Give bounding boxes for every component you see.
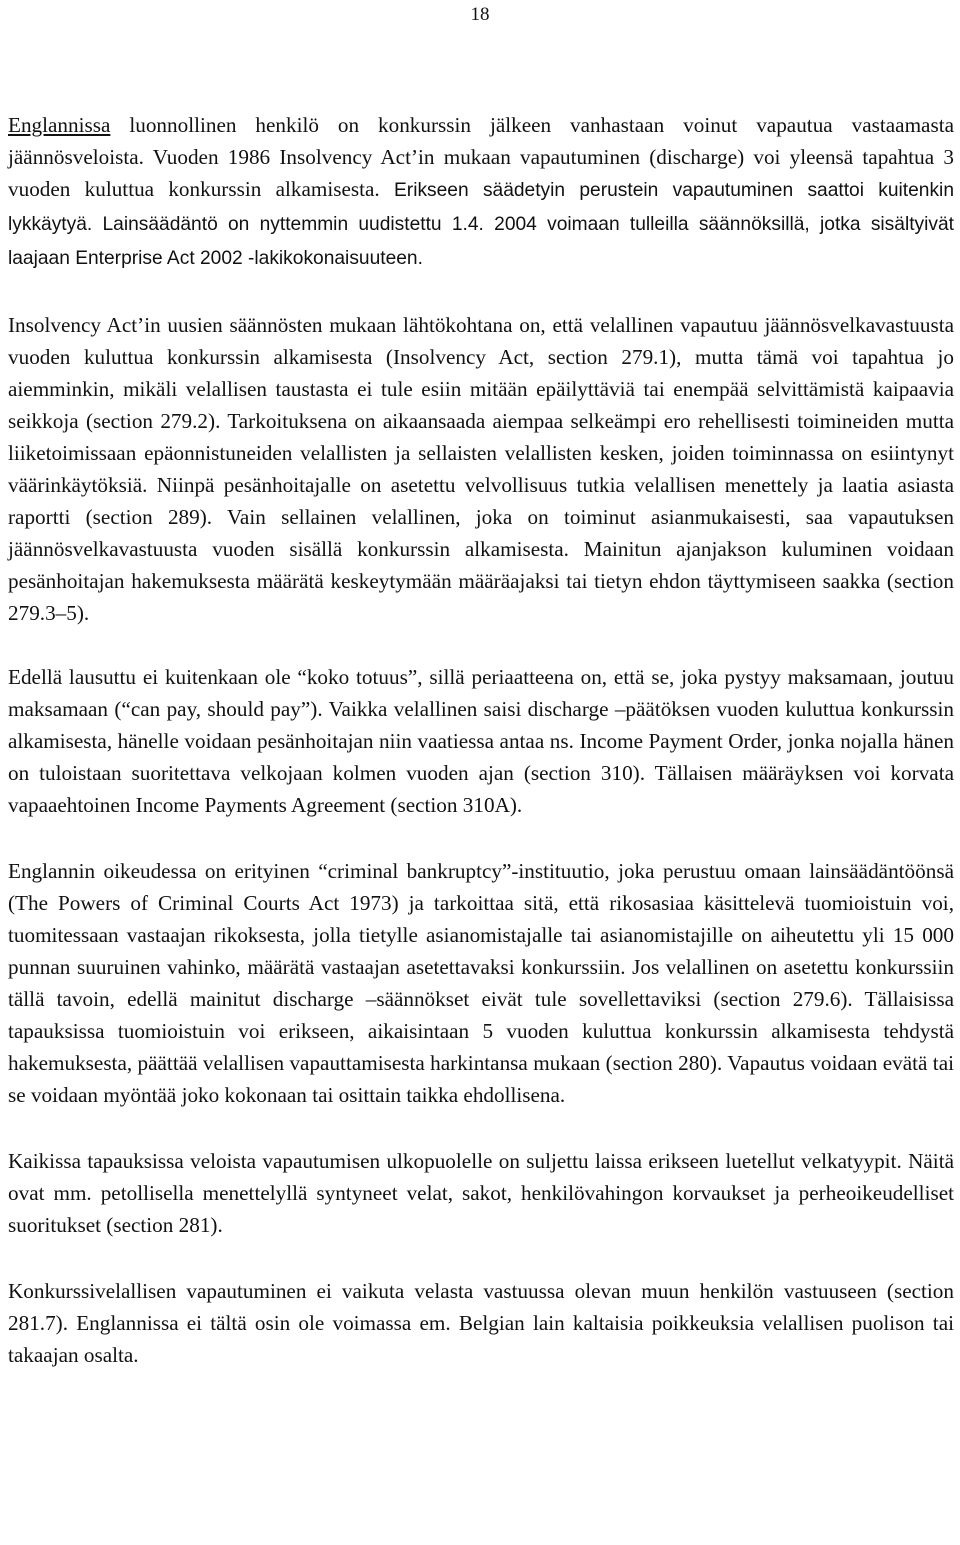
paragraph-insolvency-act: Insolvency Act’in uusien säännösten mukaan lähtökohtana on, että velallinen vapautuu jäännösvelkavastuusta vuoden kuluttua konkurssin alkamisesta (Insolvency Act, section 279.1), mutta tämä voi tapahtua jo aiemminkin, mikäli velallisen taustasta ei tule esiin mitään epäilyttäviä tai enempää selvittämistä kaipaavia seikkoja (section 279.2). Tarkoituksena on aikaansaada aiempaa selkeämpi ero rehellisesti toimineiden mutta liiketoimissaan epäonnistuneiden velallisten ja sellaisten velallisten kesken, joiden toiminnassa on esiintynyt väärinkäytöksiä. Niinpä pesänhoitajalle on asetettu velvollisuus tutkia velallisen menettely ja laatia asiasta raportti (section 289). Vain sellainen velallinen, joka on toiminut asianmukaisesti, saa vapautuksen jäännösvelkavastuusta vuoden sisällä konkurssin alkamisesta. Mainitun ajanjakson kuluminen voidaan pesänhoitajan hakemuksesta määrätä keskeytymään määräajaksi tai tietyn ehdon täyttymiseen saakka (section 279.3–5). [8, 313, 954, 625]
paragraph-third-party-liability: Konkurssivelallisen vapautuminen ei vaikuta velasta vastuussa olevan muun henkilön vastuuseen (section 281.7). Englannissa ei tältä osin ole voimassa em. Belgian lain kaltaisia poikkeuksia velallisen puolison tai takaajan osalta. [8, 1279, 954, 1367]
page-number: 18 [470, 4, 490, 25]
underlined-word: Englannissa [8, 113, 111, 137]
paragraph-spacer [8, 1241, 954, 1275]
page-body [8, 109, 954, 1371]
paragraph-spacer [8, 629, 954, 661]
paragraph-text-sans: Erikseen säädetyin perustein vapautuminen saattoi kuitenkin lykkäytyä. Lainsäädäntö on nyttemmin uudistettu 1.4. 2004 voimaan tulleilla säännöksillä, jotka sisältyivät laajaan Enterprise Act 2002 -lakikokonaisuuteen. [8, 180, 954, 269]
paragraph-criminal-bankruptcy: Englannin oikeudessa on erityinen “criminal bankruptcy”-instituutio, joka perustuu omaan lainsäädäntöönsä (The Powers of Criminal Courts Act 1973) ja tarkoittaa sitä, että rikosasiaa käsittelevä tuomioistuin voi, tuomitessaan vastaajan rikoksesta, jolla tietylle asianomistajalle tai asianomistajille on aiheutettu yli 15 000 punnan suuruinen vahinko, määrätä vastaajan asetettavaksi konkurssiin. Jos velallinen on asetettu konkurssiin tällä tavoin, edellä mainitut discharge –säännökset eivät tule sovellettaviksi (section 279.6). Tällaisissa tapauksissa tuomioistuin voi erikseen, aikaisintaan 5 vuoden kuluttua konkurssin alkamisesta tehdystä hakemuksesta, päättää velallisen vapauttamisesta harkintansa mukaan (section 280). Vapautus voidaan evätä tai se voidaan myöntää joko kokonaan tai osittain taikka ehdollisena. [8, 859, 954, 1107]
paragraph-text: luonnollinen henkilö on konkurssin jälkeen vanhastaan voinut vapautua vastaamasta jäännösveloista. Vuoden 1986 Insolvency Act’in mukaan vapautuminen (discharge) voi yleensä tapahtua 3 vuoden kuluttua konkurssin alkamisesta. [8, 113, 954, 201]
paragraph-spacer [8, 821, 954, 855]
paragraph-spacer [8, 1111, 954, 1145]
paragraph-excluded-debts: Kaikissa tapauksissa veloista vapautumisen ulkopuolelle on suljettu laissa erikseen luetellut velkatyypit. Näitä ovat mm. petollisella menettelyllä syntyneet velat, sakot, henkilövahingon korvaukset ja perheoikeudelliset suoritukset (section 281). [8, 1149, 954, 1237]
paragraph-england-discharge [8, 109, 954, 275]
paragraph-spacer [8, 275, 954, 309]
paragraph-can-pay: Edellä lausuttu ei kuitenkaan ole “koko totuus”, sillä periaatteena on, että se, joka pystyy maksamaan, joutuu maksamaan (“can pay, should pay”). Vaikka velallinen saisi discharge –päätöksen vuoden kuluttua konkurssin alkamisesta, hänelle voidaan pesänhoitajan niin vaatiessa antaa ns. Income Payment Order, jonka nojalla hänen on tuloistaan suoritettava velkojaan kolmen vuoden ajan (section 310). Tällaisen määräyksen voi korvata vapaaehtoinen Income Payments Agreement (section 310A). [8, 665, 954, 817]
